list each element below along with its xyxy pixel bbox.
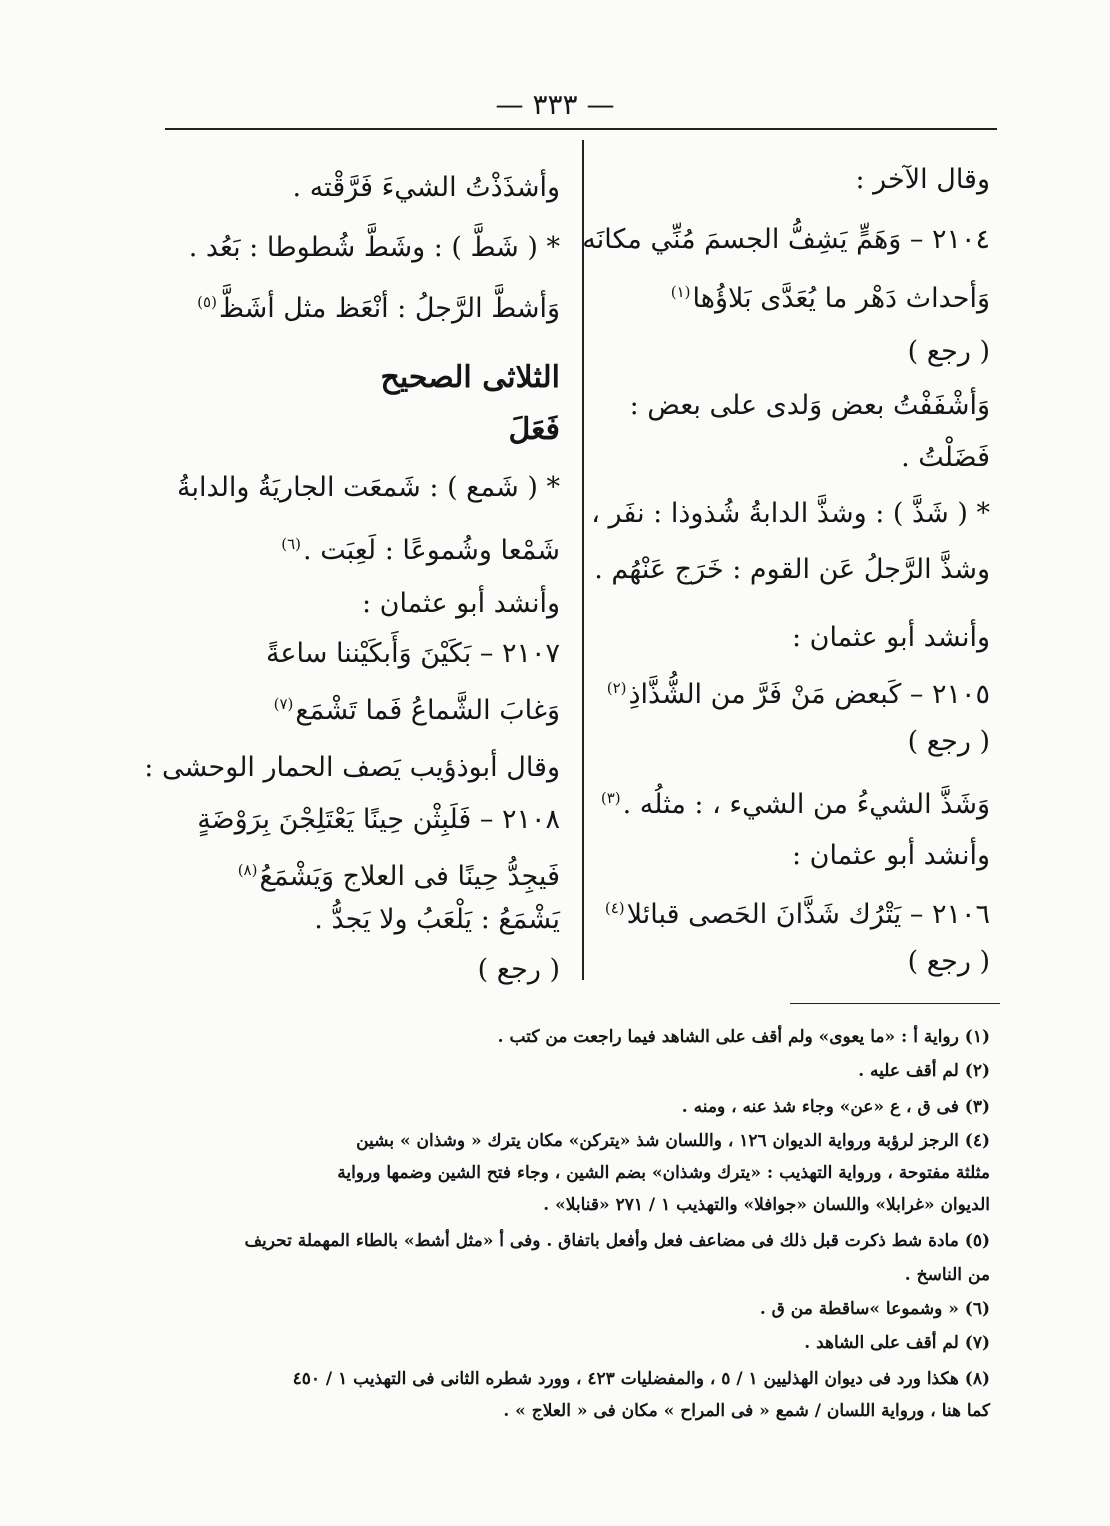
entry-line: * ( شَطَّ ) : وشَطَّ شُطوطا : بَعُد . (188, 232, 560, 263)
entry-line: * ( شَمع ) : شَمعَت الجاريَةُ والدابةُ (177, 472, 560, 503)
footnote: (٣) فى ق ، ع «عن» وجاء شذ عنه ، ومنه . (681, 1097, 990, 1117)
text-line: وأنشد أبو عثمان : (361, 588, 560, 619)
footnote-marker: (٦) (281, 535, 302, 553)
footnote-marker: (٨) (237, 861, 258, 879)
return-marker: ( رجع ) (907, 946, 990, 977)
footnote: (٨) هكذا ورد فى ديوان الهذليين ١ / ٥ ، والمفضليات ٤٢٣ ، وورد شطره الثانى فى التهذيب ١ / ٤٥٠ (292, 1369, 990, 1389)
return-marker: ( رجع ) (907, 336, 990, 367)
entry-line: * ( شَذَّ ) : وشذَّ الدابةُ شُذوذا : نفَر ، (591, 498, 990, 529)
verse-line: ٢١٠٤ – وَهَمٍّ يَشِفُّ الجسمَ مُنِّي مكانَه (582, 224, 990, 255)
footnote: كما هنا ، ورواية اللسان / شمع « فى المراح » مكان فى « العلاج » . (503, 1401, 990, 1421)
footnote: (٥) مادة شط ذكرت قبل ذلك فى مضاعف فعل وأفعل باتفاق . وفى أ «مثل أشط» بالطاء المهملة تحريف (244, 1231, 990, 1251)
footnote: من الناسخ . (904, 1265, 990, 1285)
text-line: وَشَذَّ الشيءُ من الشيء ، : مثلُه .$^{(٣)}$ (600, 789, 990, 820)
return-marker: ( رجع ) (907, 726, 990, 757)
verse-line: فَيجِدُّ حِينًا فى العلاج وَيَشْمَعُ$^{(٨)}$ (237, 861, 560, 892)
footnote: الديوان «غرابلا» واللسان «جوافلا» والتهذيب ١ / ٢٧١ «قنابلا» . (543, 1195, 990, 1215)
footnote-marker: (٤) (604, 899, 625, 917)
text-line: وَأشْفَفْتُ بعض وَلدى على بعض : (629, 390, 990, 421)
footnote-marker: (٢) (606, 679, 627, 697)
verse-line: وَغابَ الشَّماعُ فَما تَشْمَع$^{(٧)}$ (273, 695, 560, 726)
footnote: مثلثة مفتوحة ، ورواية التهذيب : «يترك وشذان» بضم الشين ، وجاء فتح الشين وضمها ورواية (337, 1163, 990, 1183)
verse-line: ٢١٠٨ – فَلَبِثْن حِينًا يَعْتَلِجْنَ بِرَوْضَةٍ (197, 804, 560, 835)
section-heading: الثلاثى الصحيح (380, 360, 560, 395)
text-line: فَضَلْتُ . (901, 442, 990, 473)
footnote-marker: (٧) (273, 695, 294, 713)
verse-line: وَأحداث دَهْر ما يُعَدَّى بَلاؤُها$^{(١)}$ (670, 283, 990, 314)
text-line: وأشذَذْتُ الشيءَ فَرَّقْته . (292, 172, 560, 203)
footnote-marker: (٥) (197, 293, 217, 311)
return-marker: ( رجع ) (477, 954, 560, 985)
text-line: وشذَّ الرَّجلُ عَن القوم : خَرَج عَنْهُم . (594, 554, 990, 585)
text-line: وقال أبوذؤيب يَصف الحمار الوحشى : (144, 752, 560, 783)
text-line: شَمْعا وشُموعًا : لَعِبَت .$^{(٦)}$ (281, 535, 560, 566)
header-rule (165, 128, 997, 130)
text-line: وَأشطَّ الرَّجلُ : أنْعَظ مثل أشَظَّ$^{(٥)}$ (197, 293, 560, 324)
text-line: وأنشد أبو عثمان : (791, 622, 990, 653)
footnote: (٤) الرجز لرؤبة ورواية الديوان ١٢٦ ، واللسان شذ «يتركن» مكان يترك « وشذان » بشين (356, 1131, 990, 1151)
footnotes-rule (790, 1003, 1000, 1004)
footnote: (١) رواية أ : «ما يعوى» ولم أقف على الشاهد فيما راجعت من كتب . (497, 1027, 990, 1047)
footnote: (٦) « وشموعا »ساقطة من ق . (759, 1299, 990, 1319)
verse-line: ٢١٠٥ – كَبعض مَنْ فَرَّ من الشُّذَّاذِ$^{(٢)}$ (606, 679, 990, 710)
text-line: وقال الآخر : (855, 164, 990, 195)
verse-line: ٢١٠٧ – بَكَيْنَ وَأَبكَيْننا ساعةً (265, 638, 560, 669)
footnote: (٧) لم أقف على الشاهد . (804, 1333, 990, 1353)
text-line: وأنشد أبو عثمان : (791, 840, 990, 871)
footnote-marker: (١) (670, 283, 691, 301)
text-line: يَشْمَعُ : يَلْعَبُ ولا يَجدُّ . (314, 904, 560, 935)
footnote: (٢) لم أقف عليه . (858, 1061, 990, 1081)
verse-line: ٢١٠٦ – يَتْرُك شَذَّانَ الحَصى قبائلا$^{(٤)}$ (604, 899, 990, 930)
pattern-heading: فَعَلَ (508, 412, 560, 447)
column-divider (582, 140, 584, 980)
page-number: — ٣٣٣ — (495, 88, 615, 121)
footnote-marker: (٣) (600, 789, 621, 807)
